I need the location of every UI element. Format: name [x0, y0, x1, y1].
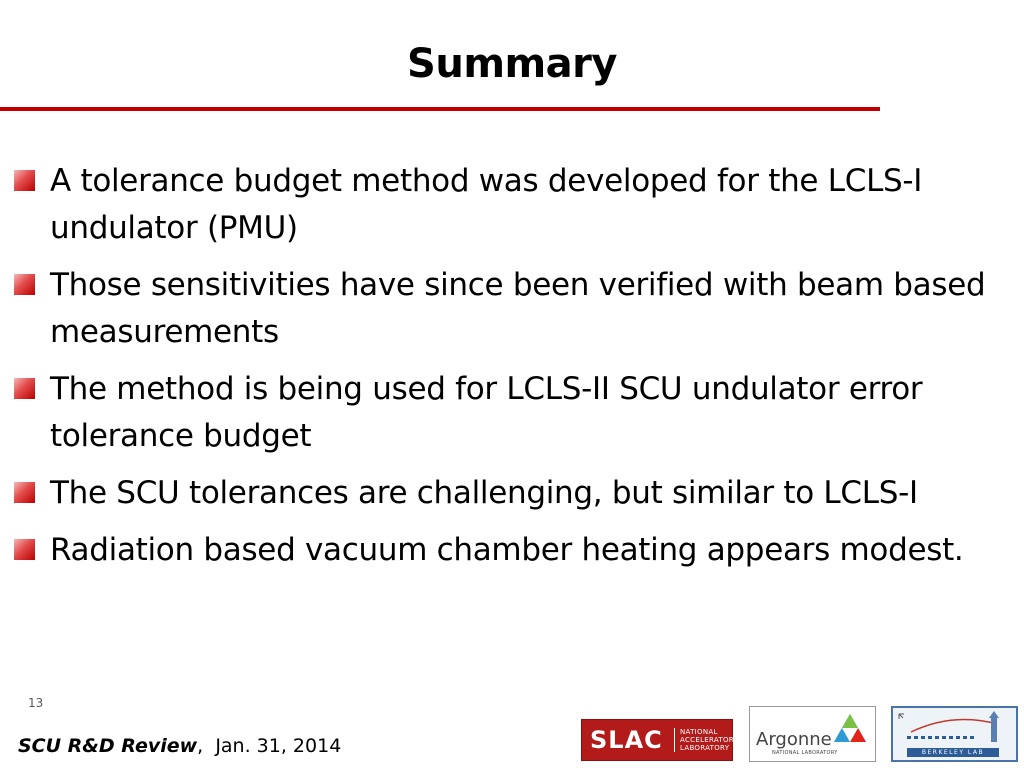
bullet-list: [14, 158, 1004, 584]
title-divider: [0, 107, 880, 111]
bullet-item: [14, 158, 1004, 252]
square-bullet-icon: [14, 274, 35, 295]
bullet-item: [14, 262, 1004, 356]
footer-separator: ,: [197, 735, 204, 757]
argonne-triangle-icon: [833, 713, 867, 743]
bullet-item: [14, 366, 1004, 460]
slide-title: Summary: [407, 41, 617, 87]
argonne-logo-word: Argonne: [756, 729, 832, 750]
bullet-text: Radiation based vacuum chamber heating appears modest.: [50, 532, 964, 568]
footer-caption: [18, 734, 341, 758]
square-bullet-icon: [14, 539, 35, 560]
bullet-text: The SCU tolerances are challenging, but similar to LCLS-I: [50, 475, 918, 511]
square-bullet-icon: [14, 170, 35, 191]
square-bullet-icon: [14, 482, 35, 503]
square-bullet-icon: [14, 378, 35, 399]
slac-logo-word: SLAC: [590, 726, 663, 754]
slac-logo: [581, 719, 733, 761]
berkeley-building-icon: [893, 708, 1016, 746]
bullet-item: [14, 470, 1004, 517]
bullet-text: Those sensitivities have since been verified with beam based measurements: [50, 267, 986, 350]
footer-date: Jan. 31, 2014: [215, 735, 342, 757]
bullet-text: The method is being used for LCLS-II SCU undulator error tolerance budget: [50, 371, 923, 454]
bullet-text: A tolerance budget method was developed for the LCLS-I undulator (PMU): [50, 163, 923, 246]
argonne-logo: [749, 706, 876, 762]
footer-event: SCU R&D Review: [18, 735, 198, 757]
berkeley-lab-logo: [891, 706, 1018, 762]
bullet-item: [14, 527, 1004, 574]
page-number: 13: [28, 696, 44, 710]
argonne-logo-subtitle: NATIONAL LABORATORY: [772, 750, 838, 756]
berkeley-lab-logo-word: BERKELEY LAB: [907, 748, 999, 757]
slac-logo-subtitle: NATIONAL ACCELERATOR LABORATORY: [674, 728, 730, 752]
